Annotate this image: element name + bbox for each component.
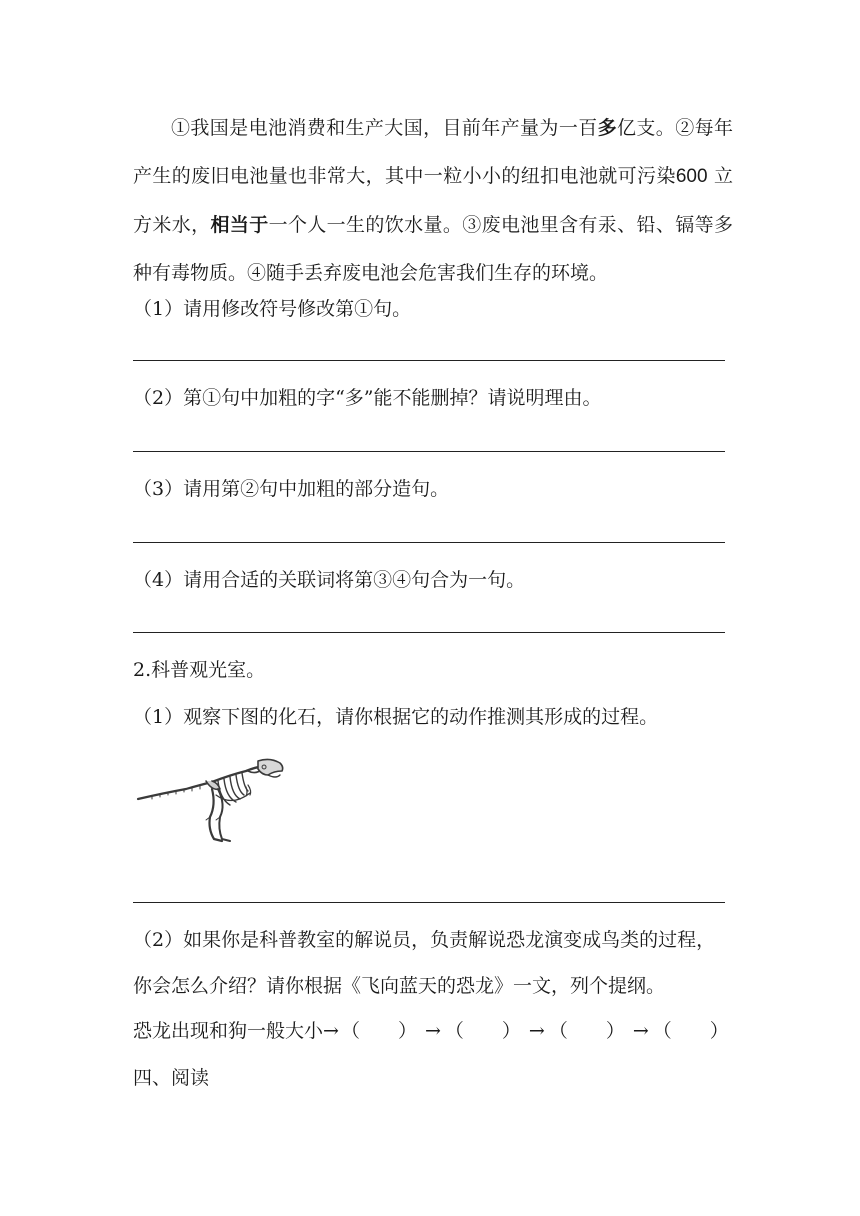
question-4: （4）请用合适的关联词将第③④句合为一句。 bbox=[133, 569, 526, 591]
sentence-2-end: 一个人一生的饮水量。 bbox=[268, 214, 463, 236]
answer-line-3[interactable] bbox=[133, 542, 725, 543]
passage-paragraph bbox=[133, 104, 733, 297]
blank-2[interactable]: （ ） bbox=[444, 1020, 521, 1042]
section-2-title: 2.科普观光室。 bbox=[133, 659, 266, 681]
question-3: （3）请用第②句中加粗的部分造句。 bbox=[133, 478, 450, 500]
answer-line-2[interactable] bbox=[133, 451, 725, 452]
blank-4[interactable]: （ ） bbox=[652, 1020, 729, 1042]
sentence-3: ③废电池里含有汞、铅、镉等多种有毒物质。 bbox=[133, 214, 733, 284]
bold-xiangdangyu: 相当于 bbox=[210, 214, 269, 236]
blank-1[interactable]: （ ） bbox=[340, 1020, 417, 1042]
arrow-icon: → bbox=[424, 1020, 441, 1042]
section-4-title: 四、阅读 bbox=[133, 1067, 210, 1089]
dinosaur-skeleton-fossil-image bbox=[134, 755, 286, 851]
sentence-1-end: 亿支。 bbox=[617, 117, 676, 139]
arrow-icon: → bbox=[528, 1020, 545, 1042]
arrow-icon: → bbox=[323, 1020, 339, 1042]
answer-line-1[interactable] bbox=[133, 360, 725, 361]
arrow-icon: → bbox=[632, 1020, 649, 1042]
section-2-question-2-line-2: 你会怎么介绍？请你根据《飞向蓝天的恐龙》一文，列个提纲。 bbox=[133, 975, 666, 997]
sentence-2: ②每年产生的废旧电池量也非常大，其中一粒小小的纽扣电池就可污染 bbox=[133, 117, 733, 187]
answer-line-4[interactable] bbox=[133, 632, 725, 633]
number-600: 600 bbox=[675, 166, 708, 187]
sentence-2-mid: 立方米水， bbox=[133, 165, 733, 236]
bold-duo: 多 bbox=[597, 117, 618, 139]
question-1: （1）请用修改符号修改第①句。 bbox=[133, 298, 412, 320]
section-2-question-2-line-1: （2）如果你是科普教室的解说员，负责解说恐龙演变成鸟类的过程， bbox=[133, 929, 716, 951]
sequence-start: 恐龙出现和狗一般大小 bbox=[133, 1020, 324, 1042]
section-2-question-1: （1）观察下图的化石，请你根据它的动作推测其形成的过程。 bbox=[133, 706, 659, 728]
question-2: （2）第①句中加粗的字“多”能不能删掉？请说明理由。 bbox=[133, 387, 602, 409]
answer-line-5[interactable] bbox=[133, 902, 725, 903]
sentence-1: ①我国是电池消费和生产大国，目前年产量为一百 bbox=[171, 117, 598, 139]
blank-3[interactable]: （ ） bbox=[548, 1020, 625, 1042]
outline-sequence bbox=[133, 1017, 729, 1045]
sentence-4: ④随手丢弃废电池会危害我们生存的环境。 bbox=[247, 262, 609, 284]
